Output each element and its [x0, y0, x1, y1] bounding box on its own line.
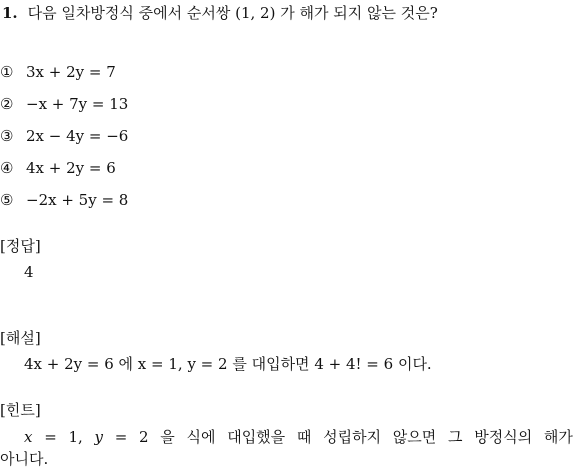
hint-token: 방정식의: [474, 428, 533, 446]
choice-4-mark: ④: [0, 159, 14, 177]
choice-3-mark: ③: [0, 127, 14, 145]
hint-token: 을: [160, 428, 175, 446]
choice-5-equation: −2x + 5y = 8: [26, 191, 129, 209]
hint-token: 그: [448, 428, 463, 446]
choice-1[interactable]: [0, 62, 116, 82]
explanation-text: 4x + 2y = 6 에 x = 1, y = 2 를 대입하면 4 + 4! = 6 이다.: [24, 355, 432, 373]
question-text: 다음 일차방정식 중에서 순서쌍 (1, 2) 가 해가 되지 않는 것은?: [27, 4, 438, 22]
hint-token: 1,: [68, 428, 83, 446]
choice-5-mark: ⑤: [0, 191, 14, 209]
hint-token: =: [44, 428, 57, 446]
choice-5[interactable]: [0, 190, 128, 210]
hint-token: 때: [296, 428, 312, 446]
choice-4-equation: 4x + 2y = 6: [26, 159, 116, 177]
hint-token: 않으면: [392, 428, 437, 446]
choice-2-equation: −x + 7y = 13: [26, 95, 129, 113]
choice-1-equation: 3x + 2y = 7: [26, 63, 116, 81]
choice-2[interactable]: [0, 94, 128, 114]
choice-3-equation: 2x − 4y = −6: [26, 127, 129, 145]
hint-heading: [힌트]: [0, 401, 41, 419]
choice-3[interactable]: [0, 126, 128, 146]
hint-token: 대입했을: [227, 428, 286, 446]
choice-4[interactable]: [0, 158, 116, 178]
answer-heading: [정답]: [0, 237, 41, 255]
hint-line-2: 아니다.: [0, 450, 49, 468]
hint-token: 해가: [543, 428, 573, 446]
hint-token: =: [114, 428, 128, 446]
explanation-heading: [해설]: [0, 329, 41, 347]
question-line: [2, 3, 438, 23]
hint-token: 2: [139, 428, 149, 446]
choice-2-mark: ②: [0, 95, 14, 113]
question-number: 1.: [2, 4, 18, 22]
hint-token: 성립하지: [323, 428, 382, 446]
hint-token: y: [94, 428, 103, 446]
hint-body: [0, 426, 573, 470]
hint-line-1: [0, 426, 573, 448]
hint-token: 식에: [186, 428, 216, 446]
hint-token: x: [24, 428, 33, 446]
answer-value: 4: [24, 263, 34, 281]
choice-1-mark: ①: [0, 63, 14, 81]
